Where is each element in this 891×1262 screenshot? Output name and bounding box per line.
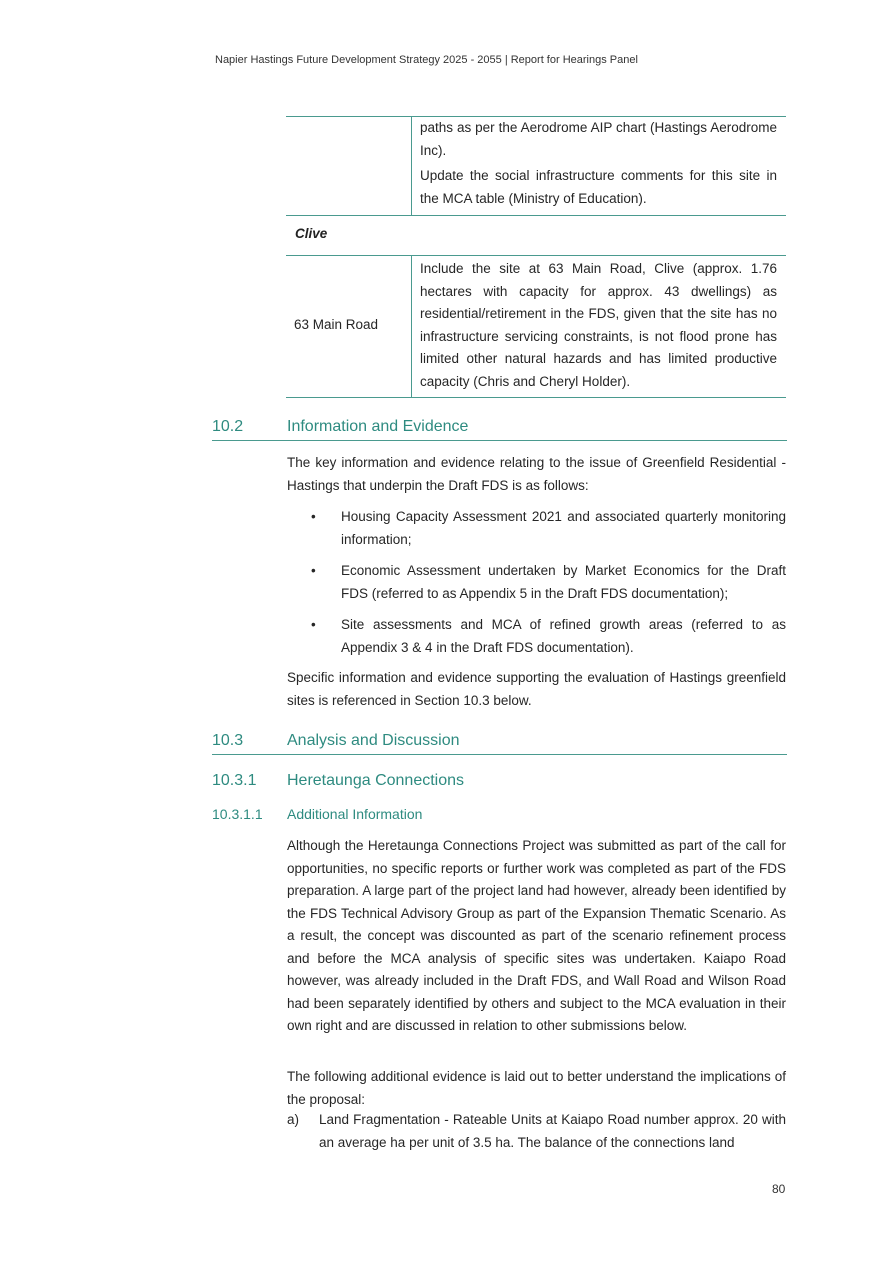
table-site-name: 63 Main Road	[294, 317, 379, 332]
bullet-icon: •	[311, 563, 316, 578]
section-number: 10.3	[212, 732, 244, 749]
list-item-label: a)	[287, 1112, 300, 1127]
section-heading-10-3-1	[212, 772, 464, 790]
running-header: Napier Hastings Future Development Strategy 2025 - 2055 | Report for Hearings Panel	[215, 54, 638, 66]
evidence-list	[287, 506, 786, 668]
table-cell-text: Update the social infrastructure comments for this site in the MCA table (Ministry of Education).	[420, 168, 777, 206]
section-title: Information and Evidence	[287, 418, 469, 435]
lettered-list-item	[287, 1109, 786, 1154]
bullet-icon: •	[311, 509, 316, 524]
list-item	[287, 506, 786, 551]
table-cell-text: Include the site at 63 Main Road, Clive (approx. 1.76 hectares with capacity for approx. 43 dwellings) as residential/retirement in the FDS, given that the site has no infrastructure servicing constraints, is not flood prone has limited other natural hazards and has limited productive capacity (Chris and Cheryl Holder).	[420, 261, 777, 389]
list-item-text: Housing Capacity Assessment 2021 and associated quarterly monitoring information;	[341, 509, 786, 547]
page-number: 80	[772, 1182, 786, 1196]
list-item-text: Economic Assessment undertaken by Market Economics for the Draft FDS (referred to as Appendix 5 in the Draft FDS documentation);	[341, 563, 786, 601]
section-number: 10.2	[212, 418, 244, 435]
table-row-main-road-cell	[420, 258, 777, 393]
list-item	[287, 614, 786, 659]
paragraph: The following additional evidence is laid out to better understand the implications of the proposal:	[287, 1069, 786, 1107]
list-item	[287, 560, 786, 605]
table-row-aerodrome-cell	[420, 117, 777, 210]
list-item-text: Land Fragmentation - Rateable Units at Kaiapo Road number approx. 20 with an average ha per unit of 3.5 ha. The balance of the connections land	[319, 1112, 786, 1150]
table-group-heading: Clive	[295, 226, 328, 241]
section-heading-10-3	[212, 732, 787, 755]
section-number: 10.3.1	[212, 772, 257, 789]
paragraph: The key information and evidence relating to the issue of Greenfield Residential - Hastings that underpin the Draft FDS is as follows:	[287, 455, 786, 493]
section-title: Heretaunga Connections	[287, 772, 465, 789]
section-title: Additional Information	[287, 806, 423, 822]
list-item-text: Site assessments and MCA of refined growth areas (referred to as Appendix 3 & 4 in the Draft FDS documentation).	[341, 617, 786, 655]
section-title: Analysis and Discussion	[287, 732, 460, 749]
bullet-icon: •	[311, 617, 316, 632]
table-cell-text: paths as per the Aerodrome AIP chart (Hastings Aerodrome Inc).	[420, 120, 777, 158]
paragraph: Although the Heretaunga Connections Project was submitted as part of the call for opportunities, no specific reports or further work was completed as part of the FDS preparation. A large part of the project land had however, already been identified by the FDS Technical Advisory Group as part of the Expansion Thematic Scenario. As a result, the concept was discounted as part of the scenario refinement process and before the MCA analysis of specific sites was undertaken. Kaiapo Road however, was already included in the Draft FDS, and Wall Road and Wilson Road had been separately identified by others and subject to the MCA evaluation in their own right and are discussed in relation to other submissions below.	[287, 838, 786, 1033]
section-heading-10-3-1-1	[212, 806, 422, 822]
section-heading-10-2	[212, 418, 787, 441]
submissions-table	[286, 116, 786, 399]
section-number: 10.3.1.1	[212, 806, 263, 822]
paragraph: Specific information and evidence supporting the evaluation of Hastings greenfield sites is referenced in Section 10.3 below.	[287, 670, 786, 708]
